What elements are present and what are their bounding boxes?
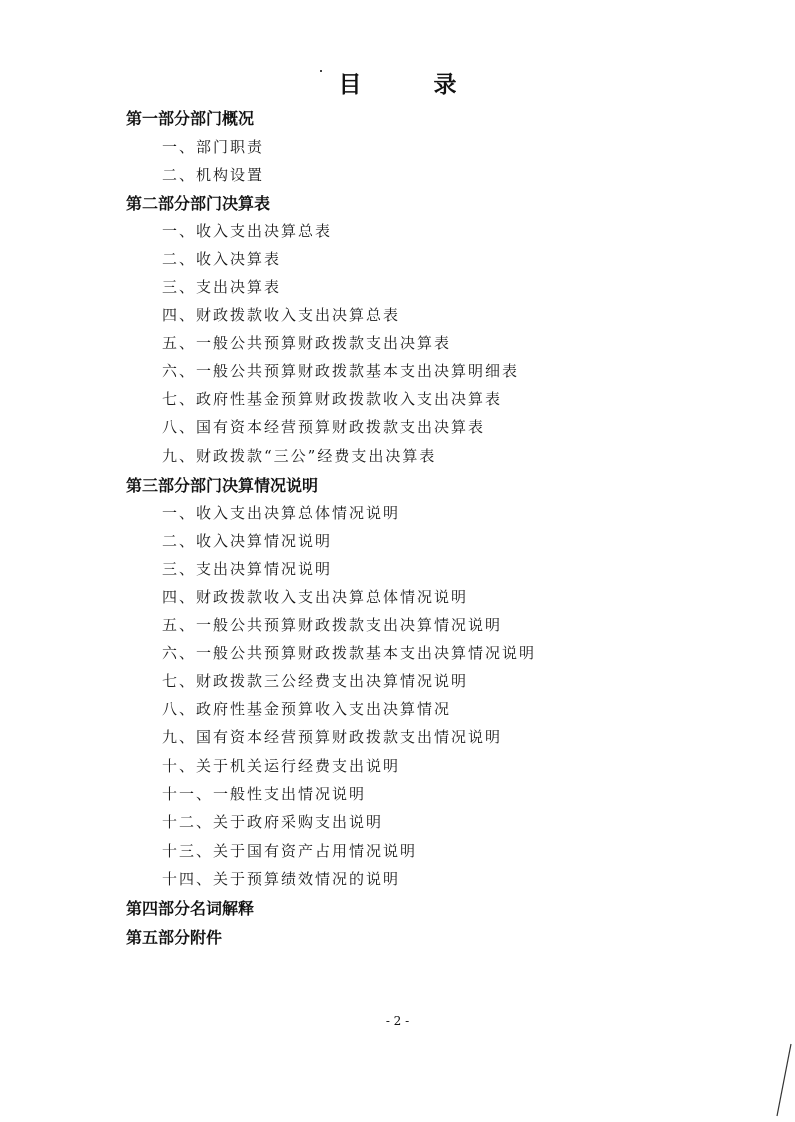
toc-item: 十三、关于国有资产占用情况说明 bbox=[162, 842, 418, 860]
toc-item: 一、部门职责 bbox=[162, 138, 265, 156]
toc-part-4: 第四部分名词解释 bbox=[126, 899, 255, 918]
toc-item: 九、国有资本经营预算财政拨款支出情况说明 bbox=[162, 728, 503, 746]
toc-part-3: 第三部分部门决算情况说明 bbox=[126, 476, 319, 495]
toc-item: 十二、关于政府采购支出说明 bbox=[162, 813, 384, 831]
toc-item: 五、一般公共预算财政拨款支出决算情况说明 bbox=[162, 616, 503, 634]
toc-item: 一、收入支出决算总体情况说明 bbox=[162, 504, 401, 522]
scan-edge-line bbox=[755, 1040, 795, 1120]
toc-item: 二、机构设置 bbox=[162, 166, 265, 184]
toc-item: 十、关于机关运行经费支出说明 bbox=[162, 757, 401, 775]
toc-item: 二、收入决算情况说明 bbox=[162, 532, 333, 550]
toc-item: 六、一般公共预算财政拨款基本支出决算情况说明 bbox=[162, 644, 537, 662]
toc-item: 四、财政拨款收入支出决算总表 bbox=[162, 306, 401, 324]
toc-item: 六、一般公共预算财政拨款基本支出决算明细表 bbox=[162, 362, 520, 380]
page-number: - 2 - bbox=[385, 1014, 410, 1028]
toc-item: 五、一般公共预算财政拨款支出决算表 bbox=[162, 334, 452, 352]
toc-item: 三、支出决算表 bbox=[162, 278, 282, 296]
toc-item: 十一、一般性支出情况说明 bbox=[162, 785, 367, 803]
toc-item: 九、财政拨款“三公”经费支出决算表 bbox=[162, 447, 437, 465]
toc-title: 目 录 bbox=[338, 71, 489, 98]
toc-item: 三、支出决算情况说明 bbox=[162, 560, 333, 578]
toc-item: 七、政府性基金预算财政拨款收入支出决算表 bbox=[162, 390, 503, 408]
toc-item: 一、收入支出决算总表 bbox=[162, 222, 333, 240]
toc-item: 八、政府性基金预算收入支出决算情况 bbox=[162, 700, 452, 718]
toc-item: 四、财政拨款收入支出决算总体情况说明 bbox=[162, 588, 469, 606]
toc-part-2: 第二部分部门决算表 bbox=[126, 194, 271, 213]
toc-item: 二、收入决算表 bbox=[162, 250, 282, 268]
toc-part-1: 第一部分部门概况 bbox=[126, 109, 255, 128]
toc-item: 十四、关于预算绩效情况的说明 bbox=[162, 870, 401, 888]
toc-item: 七、财政拨款三公经费支出决算情况说明 bbox=[162, 672, 469, 690]
toc-item: 八、国有资本经营预算财政拨款支出决算表 bbox=[162, 418, 486, 436]
toc-part-5: 第五部分附件 bbox=[126, 928, 223, 947]
